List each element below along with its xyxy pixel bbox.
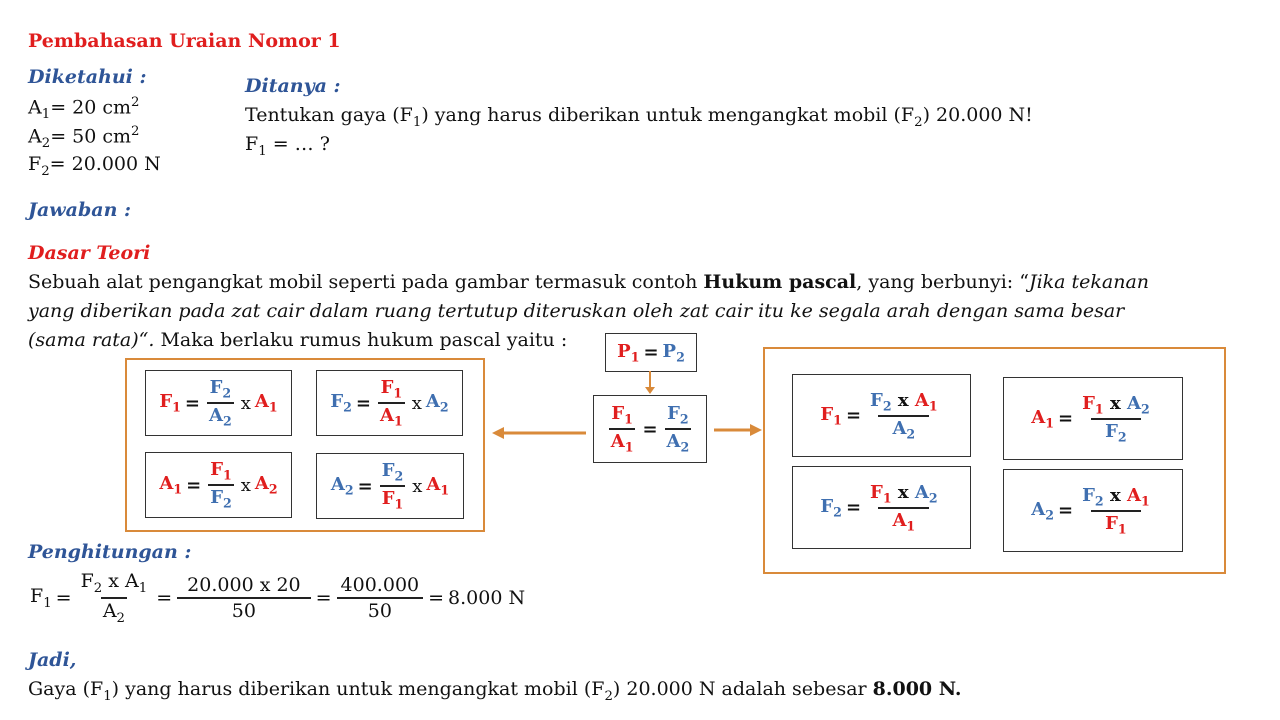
dasar-teori-heading: Dasar Teori: [28, 242, 151, 264]
known-a1: $A_1= 20$ $cm^2$: [28, 95, 140, 123]
penghitungan-heading: Penghitungan :: [28, 541, 192, 563]
formula-box-f2-product: $F_2$ = $\frac{F_1 x A_2}{A_1}$: [792, 466, 971, 549]
arrow-down-icon: [645, 371, 655, 394]
calc-f1: $F_1$: [30, 584, 52, 611]
known-a2: $A_2= 50$ $cm^2$: [28, 124, 140, 152]
page-title: Pembahasan Uraian Nomor 1: [28, 30, 341, 52]
arrow-left-icon: [492, 427, 586, 439]
arrow-right-icon: [714, 424, 762, 436]
calc-formula-fraction: $\frac{F_2 x A_1}{A_2}$: [80, 570, 148, 626]
calc-substitution-fraction: $\frac{20.000 x 20}{50}$: [179, 574, 308, 622]
theory-line-3: (sama rata)“. Maka berlaku rumus hukum pascal yaitu :: [28, 329, 568, 351]
calc-result: 8.000 N: [448, 586, 526, 609]
formula-box-a1-product: $A_1$ = $\frac{F_1 x A_2}{F_2}$: [1003, 377, 1183, 460]
formula-box-a2-product: $A_2$ = $\frac{F_2 x A_1}{F_1}$: [1003, 469, 1183, 552]
calculation-row: $F_1$ = $\frac{F_2 x A_1}{A_2}$ = $\frac{20.000 x 20}{50}$ = $\frac{400.000}{50}$ = 8.000 N: [30, 570, 526, 626]
formula-box-f1-product: $F_1$ = $\frac{F_2 x A_1}{A_2}$: [792, 374, 971, 457]
flow-arrows: [480, 360, 780, 460]
calc-product-fraction: $\frac{400.000}{50}$: [339, 574, 422, 622]
question-unknown: $F_1$ = … ?: [245, 133, 330, 159]
formula-box-a2: $A_2$ = $\frac{F_2}{F_1}$ x $A_1$: [316, 453, 464, 519]
question-line: Tentukan gaya $(F_1)$ yang harus diberikan untuk mengangkat mobil $(F_2)$ 20.000 N!: [245, 104, 1033, 130]
ditanya-heading: Ditanya :: [245, 75, 341, 97]
jawaban-heading: Jawaban :: [28, 199, 132, 221]
formula-box-f2: $F_2$ = $\frac{F_1}{A_1}$ x $A_2$: [316, 370, 463, 436]
jadi-heading: Jadi,: [28, 649, 77, 671]
conclusion-line: Gaya $(F_1)$ yang harus diberikan untuk mengangkat mobil $(F_2)$ 20.000 N adalah sebesar 8.000 N.: [28, 678, 962, 704]
known-f2: $F_2= 20.000$ N: [28, 153, 161, 179]
pascal-ratio-box: $\frac{F_1}{A_1}$ = $\frac{F_2}{A_2}$: [593, 395, 707, 463]
diketahui-heading: Diketahui :: [28, 66, 147, 88]
theory-line-1: Sebuah alat pengangkat mobil seperti pada gambar termasuk contoh Hukum pascal, yang berbunyi: “Jika tekanan: [28, 271, 1150, 293]
pressure-equality-box: $P_1$ = $P_2$: [605, 333, 697, 372]
theory-line-2: yang diberikan pada zat cair dalam ruang tertutup diteruskan oleh zat cair itu ke segala arah dengan sama besar: [28, 300, 1125, 322]
formula-box-f1: $F_1$ = $\frac{F_2}{A_2}$ x $A_1$: [145, 370, 292, 436]
formula-box-a1: $A_1$ = $\frac{F_1}{F_2}$ x $A_2$: [145, 452, 292, 518]
